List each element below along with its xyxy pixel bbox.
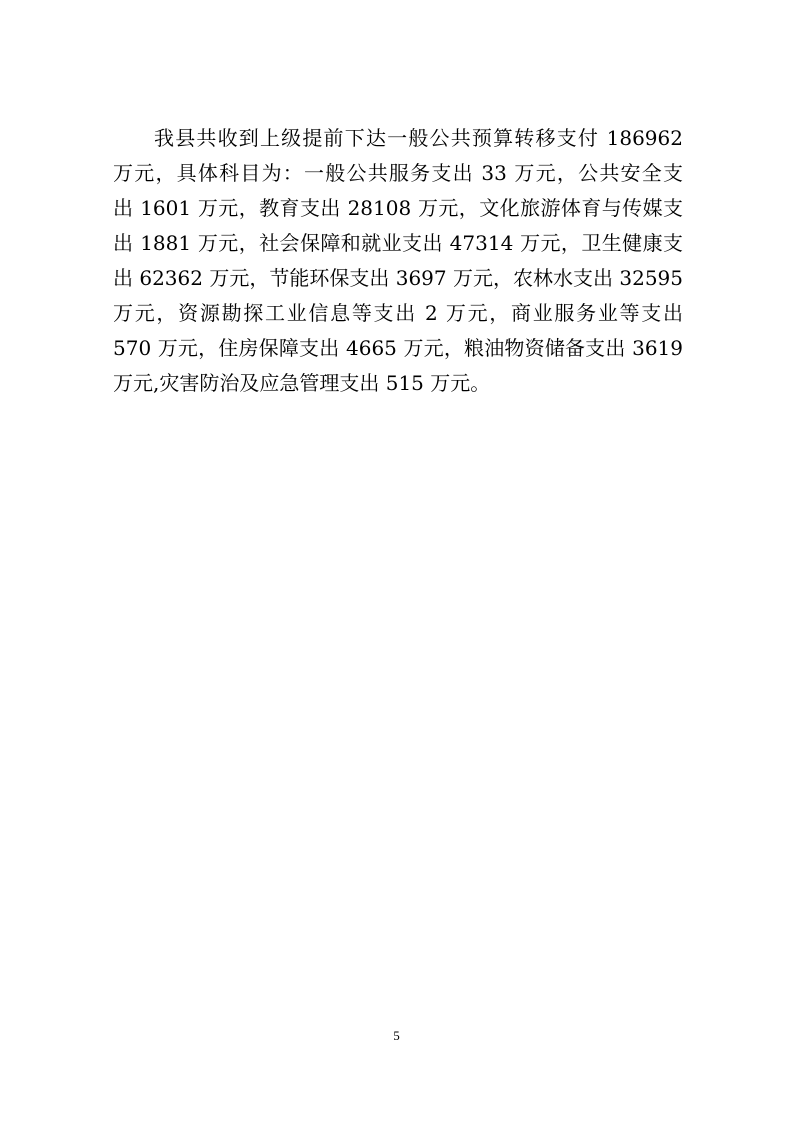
paragraph-line-4: 出 1881 万元，社会保障和就业支出 47314 万元，卫生健康支 — [113, 231, 683, 255]
paragraph-line-1: 我县共收到上级提前下达一般公共预算转移支付 186962 — [154, 126, 683, 150]
paragraph-line-2: 万元，具体科目为：一般公共服务支出 33 万元，公共安全支 — [113, 161, 683, 185]
paragraph-line-8: 万元,灾害防治及应急管理支出 515 万元。 — [113, 371, 491, 395]
paragraph-line-3: 出 1601 万元，教育支出 28108 万元，文化旅游体育与传媒支 — [113, 196, 683, 220]
paragraph-line-5: 出 62362 万元，节能环保支出 3697 万元，农林水支出 32595 — [113, 266, 683, 290]
paragraph-line-7: 570 万元，住房保障支出 4665 万元，粮油物资储备支出 3619 — [113, 336, 683, 360]
paragraph-line-6: 万元，资源勘探工业信息等支出 2 万元，商业服务业等支出 — [113, 301, 683, 325]
body-paragraph — [113, 121, 683, 401]
page-number: 5 — [393, 1028, 400, 1043]
